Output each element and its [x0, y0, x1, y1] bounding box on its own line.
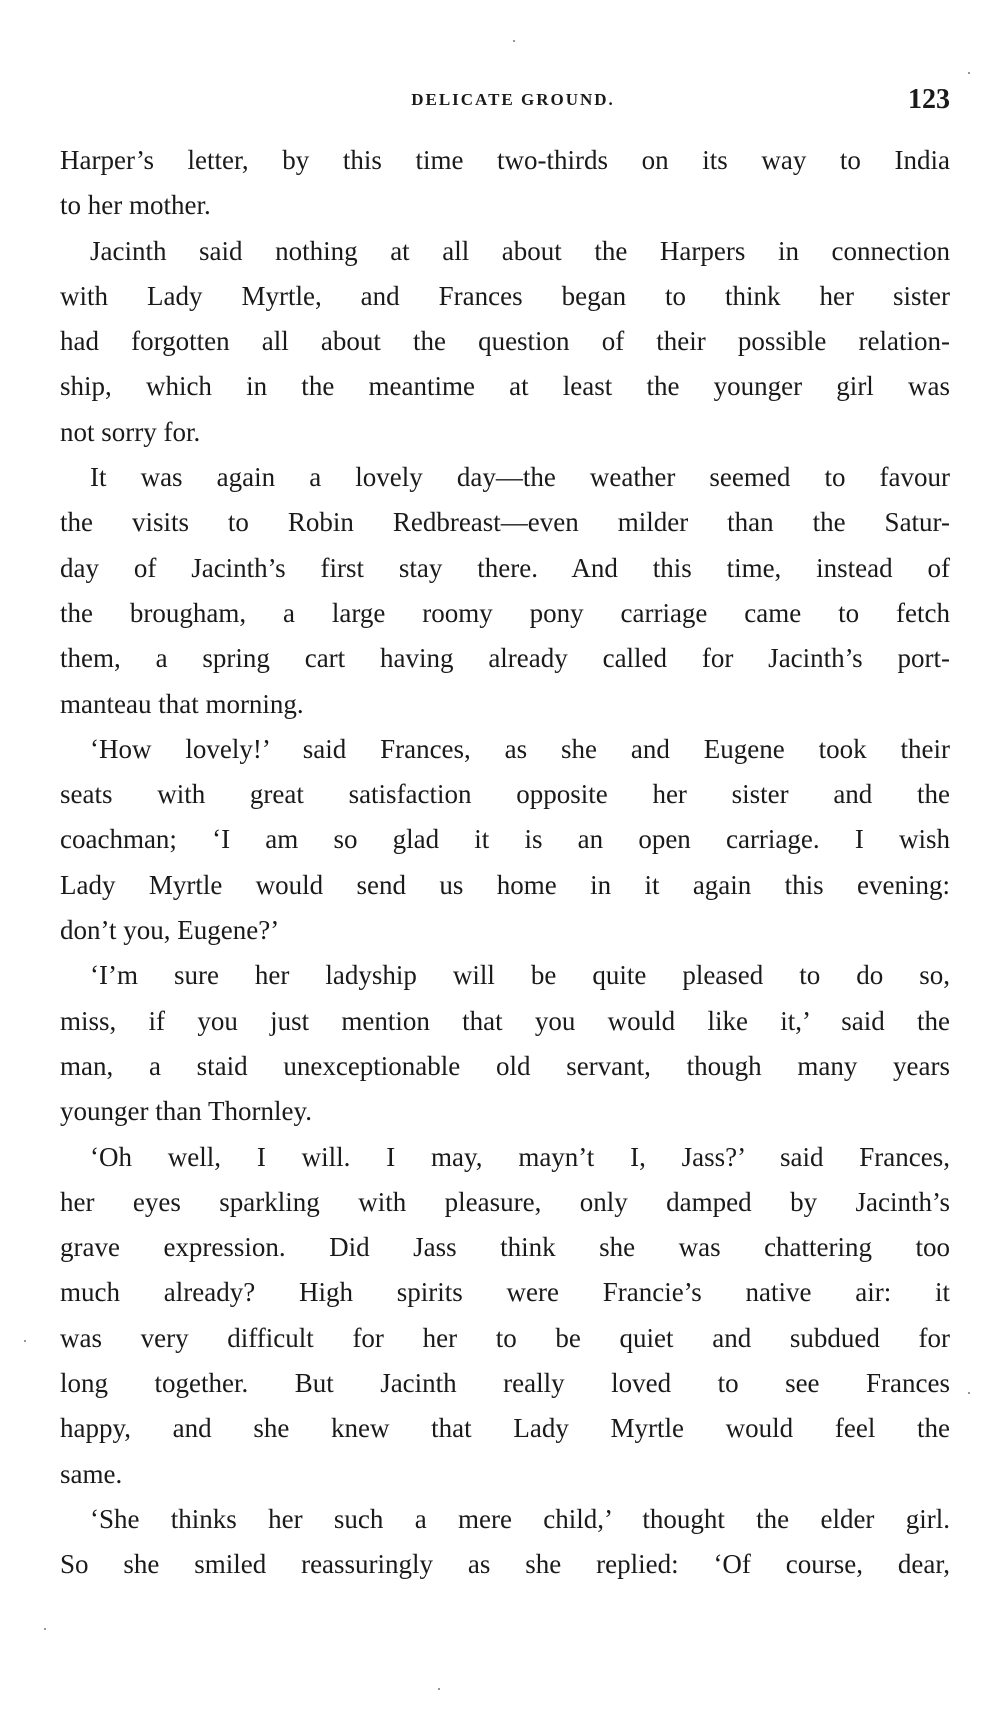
text-line: not sorry for.	[60, 416, 201, 447]
scan-speck	[513, 40, 515, 42]
text-line: much already? High spirits were Francie’s native air: it	[60, 1277, 950, 1308]
text-line: happy, and she knew that Lady Myrtle would feel the	[60, 1413, 950, 1444]
text-line: miss, if you just mention that you would like it,’ said the	[60, 1005, 950, 1036]
text-line: ‘Oh well, I will. I may, mayn’t I, Jass?’ said Frances,	[90, 1141, 950, 1172]
scan-speck	[24, 1340, 26, 1342]
text-line: ‘She thinks her such a mere child,’ thought the elder girl.	[90, 1503, 950, 1534]
text-line: man, a staid unexceptionable old servant, though many years	[60, 1050, 950, 1081]
text-line: the visits to Robin Redbreast—even milder than the Satur-	[60, 507, 950, 538]
text-line: had forgotten all about the question of their possible relation-	[60, 326, 950, 357]
scan-speck	[44, 1628, 46, 1630]
page-number: 123	[908, 84, 950, 115]
text-line: Harper’s letter, by this time two-thirds on its way to India	[60, 145, 950, 175]
text-line: her eyes sparkling with pleasure, only damped by Jacinth’s	[60, 1186, 950, 1217]
text-line: ship, which in the meantime at least the younger girl was	[60, 371, 950, 402]
running-head: DELICATE GROUND.	[411, 90, 615, 109]
text-line: same.	[60, 1458, 123, 1489]
text-line: long together. But Jacinth really loved to see Frances	[60, 1368, 950, 1399]
scan-speck	[968, 72, 970, 74]
text-line: So she smiled reassuringly as she replied: ‘Of course, dear,	[60, 1549, 950, 1580]
text-line: ‘How lovely!’ said Frances, as she and Eugene took their	[90, 733, 950, 764]
text-line: younger than Thornley.	[60, 1096, 312, 1127]
text-line: to her mother.	[60, 190, 211, 221]
body-text	[60, 138, 950, 1588]
text-line: grave expression. Did Jass think she was chattering too	[60, 1232, 950, 1263]
text-line: Lady Myrtle would send us home in it again this evening:	[60, 869, 950, 900]
text-line: the brougham, a large roomy pony carriage came to fetch	[60, 597, 950, 628]
text-line: Jacinth said nothing at all about the Harpers in connection	[90, 235, 950, 266]
text-line: manteau that morning.	[60, 688, 304, 719]
page-header	[60, 84, 950, 124]
text-line: day of Jacinth’s first stay there. And this time, instead of	[60, 552, 950, 583]
text-line: was very difficult for her to be quiet and subdued for	[60, 1322, 950, 1353]
text-line: don’t you, Eugene?’	[60, 915, 280, 946]
text-line: them, a spring cart having already called for Jacinth’s port-	[60, 643, 950, 674]
scan-speck	[968, 1392, 970, 1394]
text-line: It was again a lovely day—the weather seemed to favour	[90, 462, 950, 493]
text-line: seats with great satisfaction opposite her sister and the	[60, 779, 950, 810]
text-line: coachman; ‘I am so glad it is an open carriage. I wish	[60, 824, 950, 855]
text-line: ‘I’m sure her ladyship will be quite pleased to do so,	[90, 960, 950, 991]
text-line: with Lady Myrtle, and Frances began to think her sister	[60, 280, 950, 311]
scan-speck	[438, 1688, 440, 1690]
